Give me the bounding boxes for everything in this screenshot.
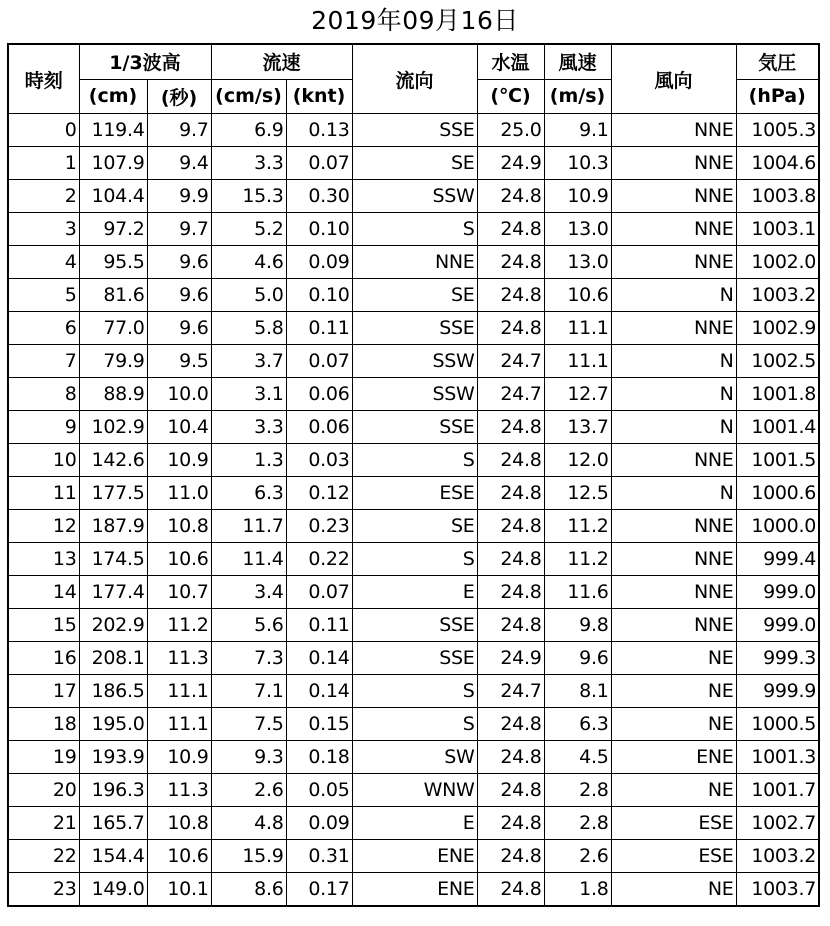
wind-direction-cell: NNE	[611, 543, 736, 576]
wind-direction-cell: ESE	[611, 807, 736, 840]
pressure-cell: 1000.5	[736, 708, 819, 741]
wind-direction-cell: N	[611, 477, 736, 510]
current-cms-cell: 5.8	[211, 312, 286, 345]
water-temp-cell: 24.8	[477, 576, 544, 609]
current-knt-cell: 0.11	[286, 312, 352, 345]
wind-direction-cell: N	[611, 411, 736, 444]
wind-speed-cell: 1.8	[544, 873, 611, 907]
wave-period-cell: 10.4	[147, 411, 211, 444]
table-row	[8, 576, 819, 609]
current-knt-cell: 0.18	[286, 741, 352, 774]
wind-speed-cell: 11.6	[544, 576, 611, 609]
table-row	[8, 147, 819, 180]
wave-height-cell: 177.5	[79, 477, 147, 510]
pressure-cell: 1002.7	[736, 807, 819, 840]
water-temp-cell: 24.8	[477, 510, 544, 543]
water-temp-cell: 24.8	[477, 312, 544, 345]
current-cms-cell: 6.9	[211, 114, 286, 147]
water-temp-cell: 24.8	[477, 774, 544, 807]
wave-height-cell: 208.1	[79, 642, 147, 675]
wave-period-cell: 9.6	[147, 312, 211, 345]
table-row	[8, 543, 819, 576]
wind-direction-cell: NE	[611, 774, 736, 807]
time-cell: 10	[8, 444, 79, 477]
current-knt-cell: 0.12	[286, 477, 352, 510]
current-direction-cell: S	[352, 675, 477, 708]
current-direction-cell: E	[352, 807, 477, 840]
wind-direction-cell: NNE	[611, 609, 736, 642]
current-knt-cell: 0.03	[286, 444, 352, 477]
wind-speed-cell: 13.0	[544, 213, 611, 246]
current-knt-cell: 0.09	[286, 246, 352, 279]
wave-period-cell: 11.3	[147, 774, 211, 807]
wave-period-cell: 11.2	[147, 609, 211, 642]
wind-direction-cell: NNE	[611, 576, 736, 609]
current-knt-cell: 0.06	[286, 378, 352, 411]
wave-height-cell: 81.6	[79, 279, 147, 312]
current-knt-cell: 0.07	[286, 576, 352, 609]
table-row	[8, 741, 819, 774]
wave-height-cell: 202.9	[79, 609, 147, 642]
current-knt-cell: 0.09	[286, 807, 352, 840]
current-knt-cell: 0.05	[286, 774, 352, 807]
table-row	[8, 312, 819, 345]
wind-speed-cell: 6.3	[544, 708, 611, 741]
current-direction-cell: E	[352, 576, 477, 609]
header-current-direction: 流向	[352, 44, 477, 114]
current-direction-cell: ESE	[352, 477, 477, 510]
wind-direction-cell: NE	[611, 873, 736, 907]
wind-speed-cell: 11.1	[544, 345, 611, 378]
wave-height-cell: 107.9	[79, 147, 147, 180]
current-cms-cell: 15.9	[211, 840, 286, 873]
wave-height-cell: 104.4	[79, 180, 147, 213]
pressure-cell: 1002.0	[736, 246, 819, 279]
water-temp-cell: 25.0	[477, 114, 544, 147]
current-cms-cell: 3.1	[211, 378, 286, 411]
water-temp-cell: 24.7	[477, 675, 544, 708]
current-knt-cell: 0.06	[286, 411, 352, 444]
pressure-cell: 1001.8	[736, 378, 819, 411]
wind-direction-cell: N	[611, 345, 736, 378]
water-temp-cell: 24.8	[477, 411, 544, 444]
table-row	[8, 807, 819, 840]
wave-period-cell: 10.8	[147, 807, 211, 840]
time-cell: 14	[8, 576, 79, 609]
current-cms-cell: 1.3	[211, 444, 286, 477]
header-current-knt-unit: (knt)	[286, 79, 352, 114]
wave-height-cell: 196.3	[79, 774, 147, 807]
wind-speed-cell: 2.8	[544, 807, 611, 840]
water-temp-cell: 24.8	[477, 807, 544, 840]
time-cell: 23	[8, 873, 79, 907]
wind-direction-cell: NNE	[611, 246, 736, 279]
wave-height-cell: 95.5	[79, 246, 147, 279]
pressure-cell: 1002.5	[736, 345, 819, 378]
wave-height-cell: 195.0	[79, 708, 147, 741]
table-row	[8, 675, 819, 708]
current-cms-cell: 5.0	[211, 279, 286, 312]
current-direction-cell: SSE	[352, 114, 477, 147]
header-water-temp-unit: (℃)	[477, 79, 544, 114]
current-direction-cell: NNE	[352, 246, 477, 279]
time-cell: 7	[8, 345, 79, 378]
pressure-cell: 999.0	[736, 576, 819, 609]
water-temp-cell: 24.8	[477, 246, 544, 279]
current-direction-cell: SSE	[352, 411, 477, 444]
current-direction-cell: S	[352, 444, 477, 477]
current-direction-cell: ENE	[352, 840, 477, 873]
pressure-cell: 1005.3	[736, 114, 819, 147]
header-wind-direction: 風向	[611, 44, 736, 114]
pressure-cell: 999.4	[736, 543, 819, 576]
wind-direction-cell: ESE	[611, 840, 736, 873]
wave-height-cell: 102.9	[79, 411, 147, 444]
wave-height-cell: 119.4	[79, 114, 147, 147]
wave-period-cell: 9.9	[147, 180, 211, 213]
water-temp-cell: 24.8	[477, 213, 544, 246]
table-row	[8, 114, 819, 147]
wind-direction-cell: N	[611, 279, 736, 312]
current-cms-cell: 3.7	[211, 345, 286, 378]
wind-speed-cell: 9.1	[544, 114, 611, 147]
wind-direction-cell: NNE	[611, 114, 736, 147]
water-temp-cell: 24.9	[477, 642, 544, 675]
wave-period-cell: 11.1	[147, 708, 211, 741]
current-cms-cell: 5.6	[211, 609, 286, 642]
table-row	[8, 510, 819, 543]
current-knt-cell: 0.07	[286, 345, 352, 378]
current-knt-cell: 0.10	[286, 213, 352, 246]
current-direction-cell: SSW	[352, 378, 477, 411]
current-cms-cell: 4.6	[211, 246, 286, 279]
table-row	[8, 345, 819, 378]
wind-speed-cell: 12.5	[544, 477, 611, 510]
wind-direction-cell: N	[611, 378, 736, 411]
current-cms-cell: 15.3	[211, 180, 286, 213]
current-direction-cell: S	[352, 708, 477, 741]
time-cell: 6	[8, 312, 79, 345]
current-knt-cell: 0.07	[286, 147, 352, 180]
wave-period-cell: 10.9	[147, 444, 211, 477]
time-cell: 8	[8, 378, 79, 411]
wave-height-cell: 149.0	[79, 873, 147, 907]
table-row	[8, 411, 819, 444]
wind-speed-cell: 10.6	[544, 279, 611, 312]
table-row	[8, 246, 819, 279]
wind-speed-cell: 13.7	[544, 411, 611, 444]
wave-period-cell: 9.6	[147, 279, 211, 312]
water-temp-cell: 24.8	[477, 543, 544, 576]
time-cell: 2	[8, 180, 79, 213]
time-cell: 20	[8, 774, 79, 807]
current-cms-cell: 9.3	[211, 741, 286, 774]
table-row	[8, 873, 819, 907]
wind-speed-cell: 10.9	[544, 180, 611, 213]
pressure-cell: 1003.2	[736, 840, 819, 873]
current-cms-cell: 7.1	[211, 675, 286, 708]
wind-speed-cell: 4.5	[544, 741, 611, 774]
wind-speed-cell: 11.1	[544, 312, 611, 345]
current-direction-cell: SSW	[352, 180, 477, 213]
time-cell: 19	[8, 741, 79, 774]
wind-speed-cell: 2.8	[544, 774, 611, 807]
wave-period-cell: 9.4	[147, 147, 211, 180]
table-row	[8, 279, 819, 312]
header-pressure-unit: (hPa)	[736, 79, 819, 114]
pressure-cell: 999.9	[736, 675, 819, 708]
wave-height-cell: 187.9	[79, 510, 147, 543]
current-direction-cell: SSE	[352, 609, 477, 642]
header-wave-height-unit: (cm)	[79, 79, 147, 114]
water-temp-cell: 24.9	[477, 147, 544, 180]
pressure-cell: 999.3	[736, 642, 819, 675]
wave-period-cell: 11.1	[147, 675, 211, 708]
wave-height-cell: 142.6	[79, 444, 147, 477]
current-cms-cell: 11.4	[211, 543, 286, 576]
wave-height-cell: 177.4	[79, 576, 147, 609]
header-wave-period-unit: (秒)	[147, 79, 211, 114]
wave-height-cell: 97.2	[79, 213, 147, 246]
header-current-cms-unit: (cm/s)	[211, 79, 286, 114]
water-temp-cell: 24.7	[477, 345, 544, 378]
pressure-cell: 1000.0	[736, 510, 819, 543]
current-direction-cell: SE	[352, 279, 477, 312]
current-knt-cell: 0.14	[286, 675, 352, 708]
pressure-cell: 1003.2	[736, 279, 819, 312]
time-cell: 5	[8, 279, 79, 312]
pressure-cell: 1000.6	[736, 477, 819, 510]
page-title: 2019年09月16日	[311, 6, 519, 35]
current-direction-cell: SSE	[352, 312, 477, 345]
header-wave-group: 1/3波高	[79, 44, 211, 79]
current-knt-cell: 0.14	[286, 642, 352, 675]
pressure-cell: 1003.7	[736, 873, 819, 907]
time-cell: 3	[8, 213, 79, 246]
wave-height-cell: 77.0	[79, 312, 147, 345]
time-cell: 22	[8, 840, 79, 873]
pressure-cell: 1003.8	[736, 180, 819, 213]
wave-period-cell: 9.6	[147, 246, 211, 279]
table-row	[8, 444, 819, 477]
pressure-cell: 1001.7	[736, 774, 819, 807]
current-knt-cell: 0.10	[286, 279, 352, 312]
wave-height-cell: 79.9	[79, 345, 147, 378]
wind-speed-cell: 12.7	[544, 378, 611, 411]
table-row	[8, 642, 819, 675]
wind-direction-cell: NNE	[611, 444, 736, 477]
pressure-cell: 1002.9	[736, 312, 819, 345]
current-cms-cell: 4.8	[211, 807, 286, 840]
current-direction-cell: SE	[352, 510, 477, 543]
table-row	[8, 774, 819, 807]
wave-height-cell: 193.9	[79, 741, 147, 774]
current-cms-cell: 7.3	[211, 642, 286, 675]
wave-period-cell: 10.8	[147, 510, 211, 543]
time-cell: 21	[8, 807, 79, 840]
current-knt-cell: 0.31	[286, 840, 352, 873]
wave-height-cell: 165.7	[79, 807, 147, 840]
time-cell: 4	[8, 246, 79, 279]
wind-direction-cell: ENE	[611, 741, 736, 774]
pressure-cell: 1001.5	[736, 444, 819, 477]
wave-height-cell: 88.9	[79, 378, 147, 411]
table-row	[8, 378, 819, 411]
observation-table	[7, 43, 820, 907]
current-direction-cell: WNW	[352, 774, 477, 807]
wind-direction-cell: NNE	[611, 510, 736, 543]
pressure-cell: 1001.4	[736, 411, 819, 444]
water-temp-cell: 24.8	[477, 840, 544, 873]
time-cell: 13	[8, 543, 79, 576]
wind-speed-cell: 11.2	[544, 510, 611, 543]
time-cell: 17	[8, 675, 79, 708]
wave-height-cell: 154.4	[79, 840, 147, 873]
current-knt-cell: 0.17	[286, 873, 352, 907]
current-knt-cell: 0.22	[286, 543, 352, 576]
current-knt-cell: 0.15	[286, 708, 352, 741]
time-cell: 18	[8, 708, 79, 741]
current-direction-cell: S	[352, 543, 477, 576]
current-direction-cell: SSE	[352, 642, 477, 675]
header-row-1	[8, 44, 819, 79]
current-cms-cell: 8.6	[211, 873, 286, 907]
time-cell: 9	[8, 411, 79, 444]
current-direction-cell: SE	[352, 147, 477, 180]
wave-period-cell: 10.9	[147, 741, 211, 774]
wave-period-cell: 10.7	[147, 576, 211, 609]
pressure-cell: 999.0	[736, 609, 819, 642]
wind-direction-cell: NE	[611, 675, 736, 708]
time-cell: 16	[8, 642, 79, 675]
water-temp-cell: 24.8	[477, 873, 544, 907]
header-time: 時刻	[8, 44, 79, 114]
wave-period-cell: 10.6	[147, 840, 211, 873]
time-cell: 15	[8, 609, 79, 642]
table-row	[8, 840, 819, 873]
table-row	[8, 180, 819, 213]
current-cms-cell: 6.3	[211, 477, 286, 510]
current-cms-cell: 7.5	[211, 708, 286, 741]
wind-speed-cell: 12.0	[544, 444, 611, 477]
header-wind-speed-unit: (m/s)	[544, 79, 611, 114]
water-temp-cell: 24.8	[477, 279, 544, 312]
current-cms-cell: 3.4	[211, 576, 286, 609]
wind-speed-cell: 13.0	[544, 246, 611, 279]
table-row	[8, 213, 819, 246]
pressure-cell: 1004.6	[736, 147, 819, 180]
wave-period-cell: 11.3	[147, 642, 211, 675]
wind-speed-cell: 11.2	[544, 543, 611, 576]
pressure-cell: 1001.3	[736, 741, 819, 774]
time-cell: 0	[8, 114, 79, 147]
table-body	[8, 114, 819, 907]
current-knt-cell: 0.23	[286, 510, 352, 543]
wave-period-cell: 11.0	[147, 477, 211, 510]
wave-period-cell: 10.1	[147, 873, 211, 907]
current-cms-cell: 2.6	[211, 774, 286, 807]
wave-period-cell: 10.0	[147, 378, 211, 411]
current-cms-cell: 3.3	[211, 411, 286, 444]
wind-speed-cell: 2.6	[544, 840, 611, 873]
time-cell: 12	[8, 510, 79, 543]
wind-direction-cell: NNE	[611, 312, 736, 345]
wind-direction-cell: NNE	[611, 147, 736, 180]
time-cell: 11	[8, 477, 79, 510]
wave-height-cell: 174.5	[79, 543, 147, 576]
time-cell: 1	[8, 147, 79, 180]
current-knt-cell: 0.13	[286, 114, 352, 147]
water-temp-cell: 24.8	[477, 609, 544, 642]
table-row	[8, 477, 819, 510]
current-cms-cell: 5.2	[211, 213, 286, 246]
current-direction-cell: SW	[352, 741, 477, 774]
wave-period-cell: 9.5	[147, 345, 211, 378]
wave-period-cell: 9.7	[147, 114, 211, 147]
header-pressure: 気圧	[736, 44, 819, 79]
current-direction-cell: SSW	[352, 345, 477, 378]
table-row	[8, 609, 819, 642]
water-temp-cell: 24.8	[477, 477, 544, 510]
wind-speed-cell: 8.1	[544, 675, 611, 708]
wind-direction-cell: NNE	[611, 213, 736, 246]
table-row	[8, 708, 819, 741]
current-direction-cell: S	[352, 213, 477, 246]
pressure-cell: 1003.1	[736, 213, 819, 246]
water-temp-cell: 24.7	[477, 378, 544, 411]
wind-direction-cell: NE	[611, 708, 736, 741]
water-temp-cell: 24.8	[477, 180, 544, 213]
current-knt-cell: 0.11	[286, 609, 352, 642]
wind-speed-cell: 9.8	[544, 609, 611, 642]
wave-period-cell: 10.6	[147, 543, 211, 576]
current-cms-cell: 3.3	[211, 147, 286, 180]
header-current-group: 流速	[211, 44, 352, 79]
wind-speed-cell: 9.6	[544, 642, 611, 675]
water-temp-cell: 24.8	[477, 741, 544, 774]
wind-speed-cell: 10.3	[544, 147, 611, 180]
current-cms-cell: 11.7	[211, 510, 286, 543]
wind-direction-cell: NE	[611, 642, 736, 675]
water-temp-cell: 24.8	[477, 444, 544, 477]
current-direction-cell: ENE	[352, 873, 477, 907]
header-water-temp: 水温	[477, 44, 544, 79]
current-knt-cell: 0.30	[286, 180, 352, 213]
wave-height-cell: 186.5	[79, 675, 147, 708]
water-temp-cell: 24.8	[477, 708, 544, 741]
wind-direction-cell: NNE	[611, 180, 736, 213]
header-wind-speed: 風速	[544, 44, 611, 79]
wave-period-cell: 9.7	[147, 213, 211, 246]
